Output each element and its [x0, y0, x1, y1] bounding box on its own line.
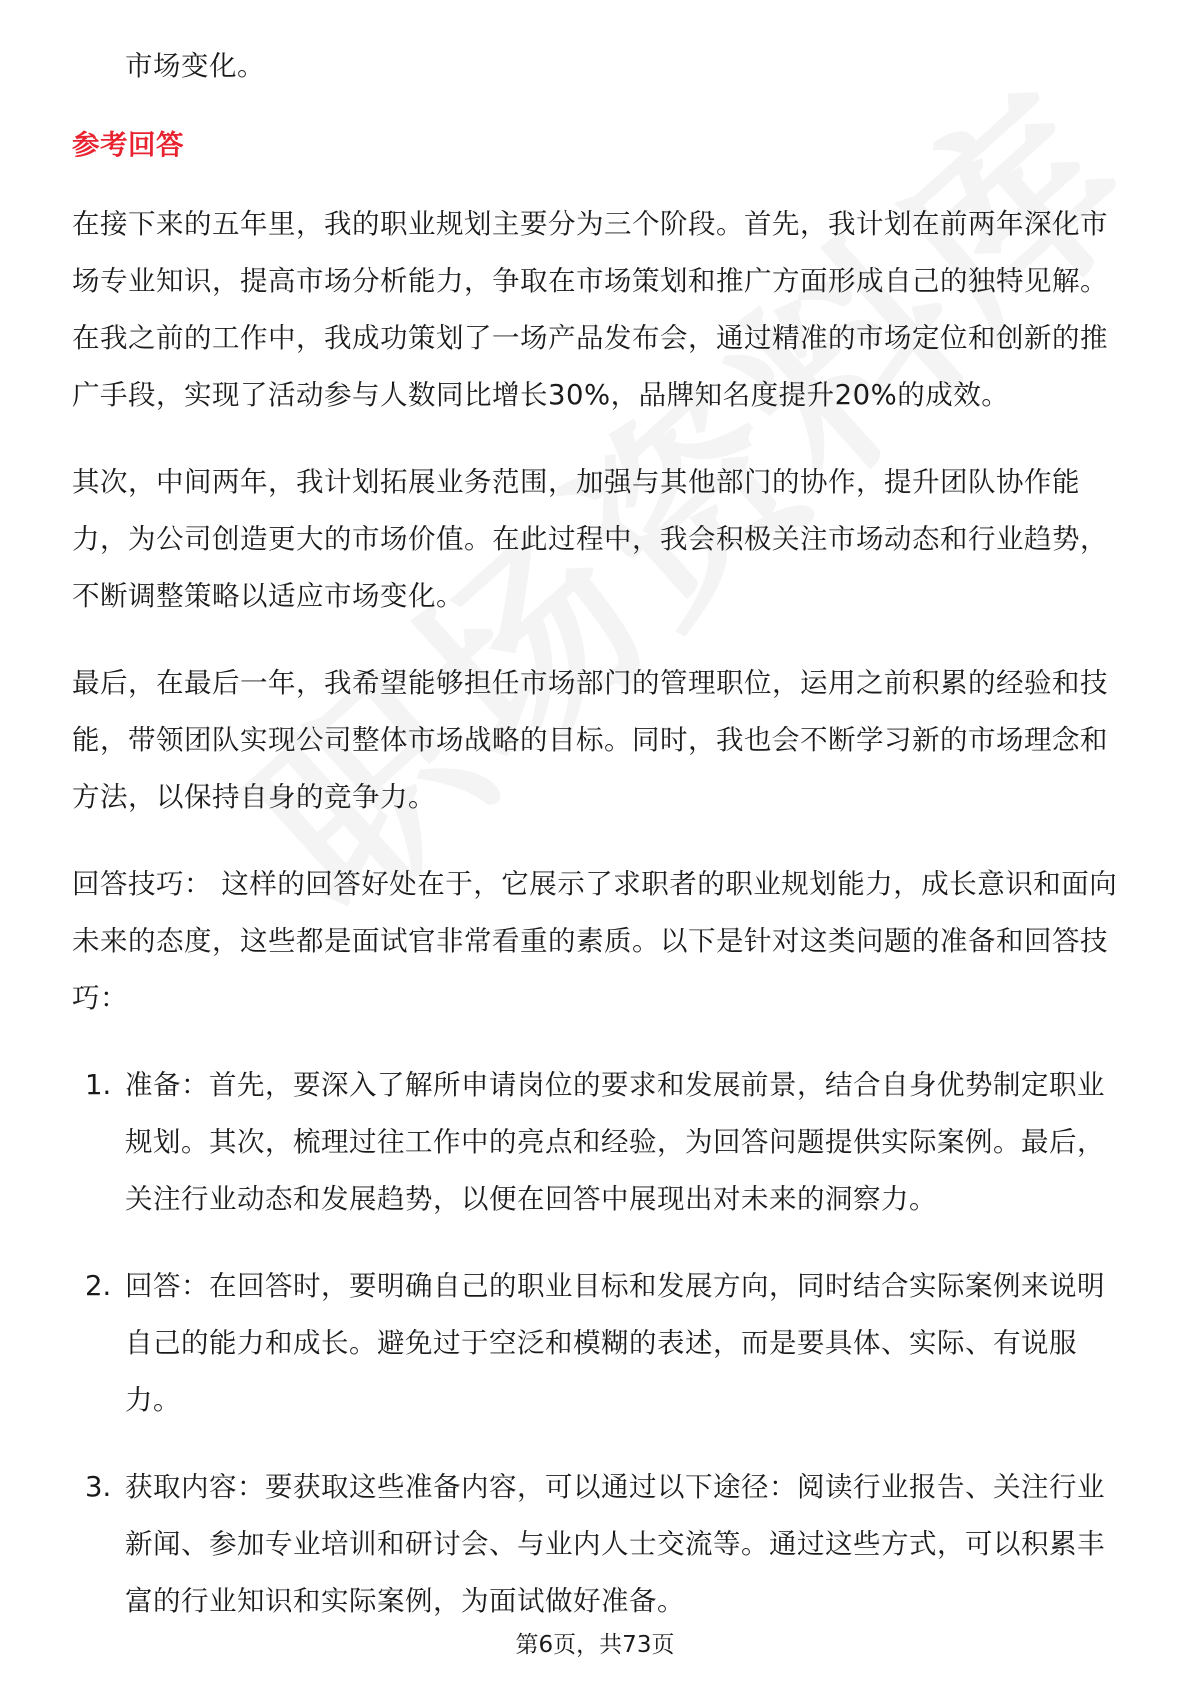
list-item-text: 回答：在回答时，要明确自己的职业目标和发展方向，同时结合实际案例来说明自己的能力和成长。避免过于空泛和模糊的表述，而是要具体、实际、有说服力。: [125, 1270, 1105, 1416]
list-item-number: 1.: [85, 1069, 112, 1101]
page-footer: 第6页，共73页: [515, 1632, 675, 1658]
list-item-number: 3.: [85, 1471, 112, 1503]
continuation-text: 市场变化。: [125, 50, 265, 82]
paragraph: 最后，在最后一年，我希望能够担任市场部门的管理职位，运用之前积累的经验和技能，带领团队实现公司整体市场战略的目标。同时，我也会不断学习新的市场理念和方法，以保持自身的竞争力。: [72, 667, 1108, 813]
list-item: [72, 1258, 1122, 1429]
list-item-text: 获取内容：要获取这些准备内容，可以通过以下途径：阅读行业报告、关注行业新闻、参加专业培训和研讨会、与业内人士交流等。通过这些方式，可以积累丰富的行业知识和实际案例，为面试做好准备。: [125, 1471, 1105, 1617]
document-content: [72, 38, 1122, 1630]
paragraph: 其次，中间两年，我计划拓展业务范围，加强与其他部门的协作，提升团队协作能力，为公司创造更大的市场价值。在此过程中，我会积极关注市场动态和行业趋势，不断调整策略以适应市场变化。: [72, 466, 1108, 612]
tips-paragraph: 回答技巧： 这样的回答好处在于，它展示了求职者的职业规划能力，成长意识和面向未来的态度，这些都是面试官非常看重的素质。以下是针对这类问题的准备和回答技巧：: [72, 868, 1118, 1014]
list-item: [72, 1459, 1122, 1630]
list-item-number: 2.: [85, 1270, 112, 1302]
tips-list: [72, 1057, 1122, 1630]
section-heading: 参考回答: [72, 129, 184, 161]
list-item: [72, 1057, 1122, 1228]
list-item-text: 准备：首先，要深入了解所申请岗位的要求和发展前景，结合自身优势制定职业规划。其次，梳理过往工作中的亮点和经验，为回答问题提供实际案例。最后，关注行业动态和发展趋势，以便在回答中展现出对未来的洞察力。: [125, 1069, 1105, 1215]
paragraph: 在接下来的五年里，我的职业规划主要分为三个阶段。首先，我计划在前两年深化市场专业知识，提高市场分析能力，争取在市场策划和推广方面形成自己的独特见解。在我之前的工作中，我成功策划了一场产品发布会，通过精准的市场定位和创新的推广手段，实现了活动参与人数同比增长30%，品牌知名度提升20%的成效。: [72, 208, 1108, 411]
